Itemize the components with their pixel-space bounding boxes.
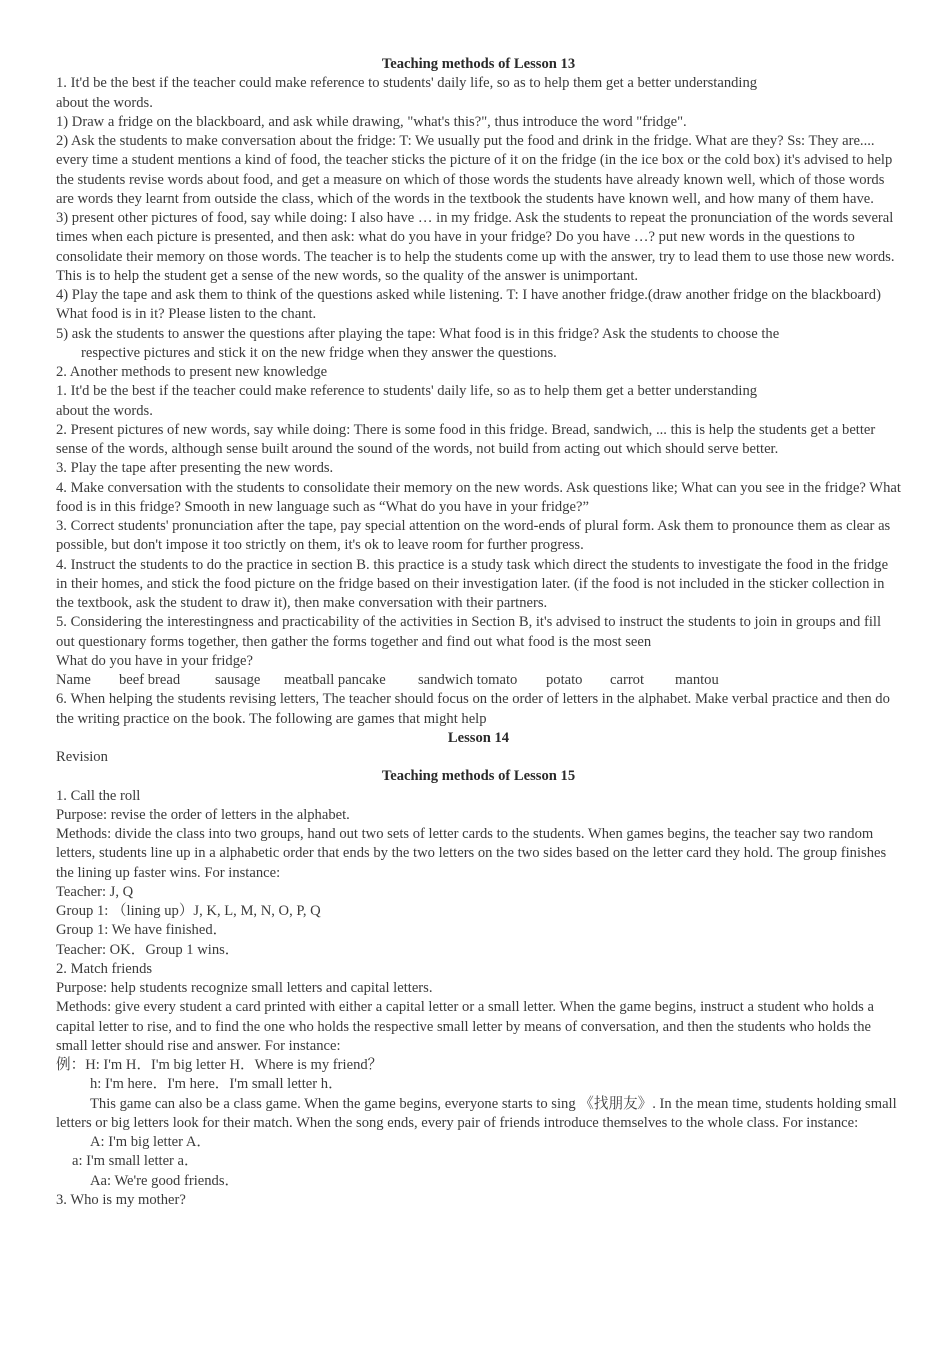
- lesson13-step1: 1) Draw a fridge on the blackboard, and ask while drawing, "what's this?", thus introduce the word "fridge".: [56, 113, 687, 130]
- game2-example1: 例：H: I'm H．I'm big letter H．Where is my friend？: [56, 1057, 383, 1073]
- methods-point4: 4. Make conversation with the students to consolidate their memory on the new words. Ask questions like; What can you see in the fridge? What food is in this fridge? Smooth in new language such as “What do you have in your fridge?”: [56, 479, 901, 515]
- game2-purpose: Purpose: help students recognize small letters and capital letters.: [56, 980, 433, 996]
- survey-col-carrot: carrot: [610, 672, 645, 688]
- lesson14-body: Revision: [56, 749, 108, 765]
- survey-col-sausage: sausage: [215, 672, 261, 688]
- methods-point4b: 4. Instruct the students to do the practice in section B. this practice is a study task which direct the students to investigate the food in the fridge in their homes, and stick the food picture on the fridge based on their investigation later. (if the food is not included in the sticker collection in the textbook, ask the student to draw it), then make conversation with their partners.: [56, 556, 889, 611]
- game2-methods: Methods: give every student a card printed with either a capital letter or a small letter. When the game begins, instruct a student who holds a capital letter to rise, and to find the one who holds the respective small letter by means of conversation, and then the students who holds the small letter should rise and answer. For instance:: [56, 999, 874, 1054]
- survey-col-mantou: mantou: [675, 672, 719, 688]
- methods-point5: 5. Considering the interestingness and practicability of the activities in Section B, it's advised to instruct the students to join in groups and fill out questionary forms together, then gather the forms together and find out what food is the most seen: [56, 614, 882, 650]
- game1-example1: Teacher: J, Q: [56, 883, 134, 900]
- methods-point3: 3. Play the tape after presenting the new words.: [56, 460, 334, 477]
- game1-title: 1. Call the roll: [56, 787, 141, 804]
- lesson13-step5-line2: respective pictures and stick it on the new fridge when they answer the questions.: [81, 344, 557, 361]
- game2-example5: Aa: We're good friends．: [90, 1172, 240, 1189]
- game2-example3: A: I'm big letter A．: [90, 1134, 211, 1150]
- game1-purpose: Purpose: revise the order of letters in the alphabet.: [56, 806, 350, 823]
- lesson13-point1-line2: about the words.: [56, 94, 153, 111]
- survey-name-row: [56, 671, 901, 690]
- lesson13-step2: 2) Ask the students to make conversation about the fridge: T: We usually put the food and drink in the fridge. What are they? Ss: They are.... every time a student mentions a kind of food, the teacher sticks the picture of it on the fridge (in the ice box or the cold box) it's advised to help the students revise words about food, and get a measure on which of those words the students have already known well, which of those words are words they learnt from outside the class, which of the words in the textbook the students have known well, and how many of them have.: [56, 133, 893, 207]
- survey-col-beef-bread: beef bread: [119, 672, 181, 688]
- methods-point3b: 3. Correct students' pronunciation after the tape, pay special attention on the word-ends of plural form. Ask them to pronounce them as clear as possible, but don't impose it too strictly on them, it's ok to leave room for further progress.: [56, 518, 891, 554]
- document-page: [56, 55, 901, 1210]
- lesson13-step4: 4) Play the tape and ask them to think of the questions asked while listening. T: I have another fridge.(draw another fridge on the blackboard) What food is in it? Please listen to the chant.: [56, 287, 881, 323]
- survey-col-potato: potato: [546, 672, 583, 688]
- methods-heading: 2. Another methods to present new knowledge: [56, 364, 328, 380]
- methods-point1-line1: 1. It'd be the best if the teacher could make reference to students' daily life, so as to help them get a better understanding: [56, 383, 758, 400]
- game1-example3: Group 1: We have finished．: [56, 922, 228, 939]
- game1-example2: Group 1: （lining up）J, K, L, M, N, O, P, Q: [56, 903, 321, 919]
- game2-title: 2. Match friends: [56, 960, 153, 977]
- methods-point1-line2: about the words.: [56, 402, 153, 419]
- game2-class-paragraph: This game can also be a class game. When the game begins, everyone starts to sing 《找朋友》. In the mean time, students holding small letters or big letters look for their match. When the song ends, every pair of friends introduce themselves to the whole class. For instance:: [56, 1095, 897, 1131]
- game3-title: 3. Who is my mother?: [56, 1191, 186, 1208]
- game2-example2: h: I'm here．I'm here．I'm small letter h．: [90, 1076, 343, 1093]
- survey-col-meatball-pancake: meatball pancake: [284, 672, 386, 688]
- survey-col-name: Name: [56, 672, 91, 688]
- lesson13-point1-line1: 1. It'd be the best if the teacher could make reference to students' daily life, so as to help them get a better understanding: [56, 75, 758, 92]
- lesson14-title: Lesson 14: [447, 729, 510, 746]
- lesson13-step5-line1: 5) ask the students to answer the questions after playing the tape: What food is in this fridge? Ask the students to choose the: [56, 325, 780, 342]
- methods-point6: 6. When helping the students revising letters, The teacher should focus on the order of letters in the alphabet. Make verbal practice and then do the writing practice on the book. The following are games that might help: [56, 691, 890, 727]
- survey-question: What do you have in your fridge?: [56, 652, 253, 669]
- lesson15-title: Teaching methods of Lesson 15: [381, 768, 576, 785]
- lesson13-step3: 3) present other pictures of food, say while doing: I also have … in my fridge. Ask the students to repeat the pronunciation of the words several times when each picture is presented, and then ask: what do you have in your fridge? Do you have …? put new words in the questions to consolidate their memory on those words. The teacher is to help the students come up with the answer, try to lead them to use those new words. This is to help the student get a sense of the new words, so the quality of the answer is unimportant.: [56, 210, 895, 284]
- survey-col-sandwich-tomato: sandwich tomato: [418, 672, 518, 688]
- lesson13-title: Teaching methods of Lesson 13: [381, 56, 576, 72]
- game1-example4: Teacher: OK．Group 1 wins．: [56, 941, 240, 958]
- game1-methods: Methods: divide the class into two groups, hand out two sets of letter cards to the students. When games begins, the teacher say two random letters, students line up in a alphabetic order that ends by the two letters on the two sides based on the letter card they hold. The group finishes the lining up faster wins. For instance:: [56, 826, 887, 881]
- game2-example4: a: I'm small letter a．: [72, 1153, 199, 1170]
- methods-point2: 2. Present pictures of new words, say while doing: There is some food in this fridge. Bread, sandwich, ... this is help the students get a better sense of the words, although sense built around the sound of the words, not build from acting out which should serve better.: [56, 421, 876, 457]
